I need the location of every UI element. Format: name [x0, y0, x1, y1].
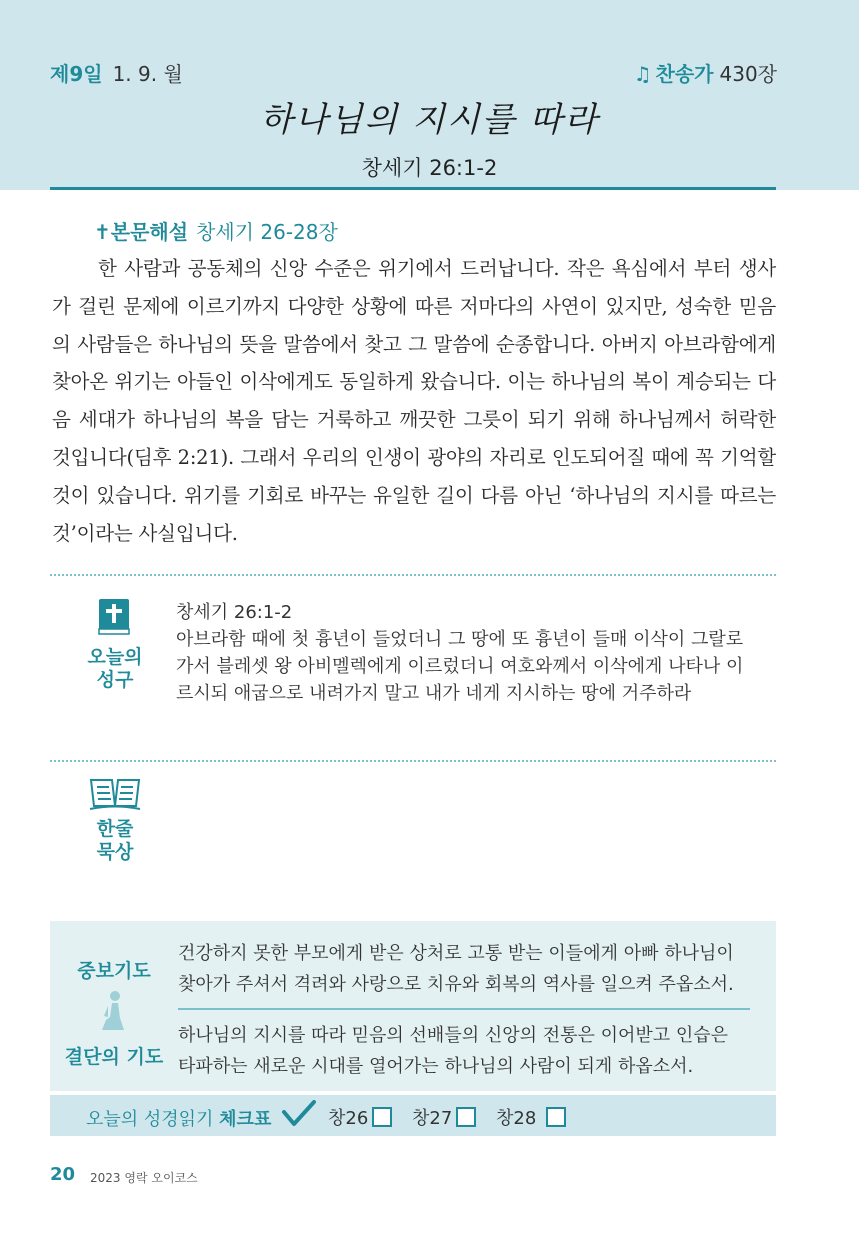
checklist-item-gen28[interactable] [496, 1104, 566, 1130]
day-label: 제9일 [50, 62, 103, 86]
publication-name: 2023 영락 오이코스 [90, 1171, 198, 1185]
hymn-info [634, 58, 777, 87]
date: 1. 9. 월 [112, 62, 183, 86]
page-title: 하나님의 지시를 따라 [259, 100, 600, 140]
prayer-divider [178, 1008, 750, 1010]
bible-icon [98, 598, 130, 640]
explanation-reference: 창세기 26-28장 [196, 220, 338, 244]
checklist-title-strong: 체크표 [219, 1109, 272, 1130]
page-number: 20 [50, 1164, 76, 1185]
checkbox[interactable] [372, 1107, 392, 1127]
checklist-item-gen27[interactable] [412, 1104, 476, 1130]
checkbox[interactable] [546, 1107, 566, 1127]
section-divider [50, 760, 776, 762]
checkbox[interactable] [456, 1107, 476, 1127]
hymn-number: 430장 [719, 62, 777, 86]
explanation-body: 한 사람과 공동체의 신앙 수준은 위기에서 드러납니다. 작은 욕심에서 부터 생사가 걸린 문제에 이르기까지 다양한 상황에 따른 저마다의 사연이 있지만, 성숙한 믿음의 사람들은 하나님의 뜻을 말씀에서 찾고 그 말씀에 순종합니다. 아버지 아브라함에게 찾아온 위기는 아들인 이삭에게도 동일하게 왔습니다. 이는 하나님의 복이 계승되는 다음 세대가 하나님의 복을 담는 거룩하고 깨끗한 그릇이 되기 위해 하나님께서 허락한 것입니다(딤후 2:21). 그래서 우리의 인생이 광야의 자리로 인도되어질 때에 꼭 기억할 것이 있습니다. 위기를 기회로 바꾸는 유일한 길이 다름 아닌 ‘하나님의 지시를 따르는 것’이라는 사실입니다. [52, 257, 777, 545]
hymn-label: 찬송가 [655, 62, 714, 86]
verse-reference: 창세기 26:1-2 [176, 602, 293, 623]
header-divider [50, 187, 776, 190]
verse-label [55, 646, 175, 692]
section-divider [50, 574, 776, 576]
intercession-label: 중보기도 [77, 960, 151, 982]
verse-label-line2: 성구 [96, 669, 134, 691]
open-book-icon [88, 776, 142, 816]
page-subtitle: 창세기 26:1-2 [361, 156, 498, 180]
checklist-item-label: 창27 [412, 1108, 453, 1129]
checkmark-icon [282, 1100, 316, 1133]
meditation-label-line1: 한줄 [96, 818, 134, 840]
checklist-item-gen26[interactable] [328, 1104, 392, 1130]
decision-label: 결단의 기도 [64, 1046, 164, 1068]
meditation-label-line2: 묵상 [96, 841, 134, 863]
reading-checklist [50, 1095, 776, 1136]
checklist-title [86, 1105, 271, 1131]
intercession-text: 건강하지 못한 부모에게 받은 상처로 고통 받는 이들에게 아빠 하나님이 찾아가 주셔서 격려와 사랑으로 치유와 회복의 역사를 일으켜 주옵소서. [178, 943, 734, 995]
music-note-icon: ♫ [633, 62, 652, 86]
cross-icon: ✝ [94, 220, 111, 244]
explanation-label: 본문해설 [110, 220, 189, 244]
meditation-label [55, 818, 175, 864]
verse-text: 아브라함 때에 첫 흉년이 들었더니 그 땅에 또 흉년이 들매 이삭이 그랄로 가서 블레셋 왕 아비멜렉에게 이르렀더니 여호와께서 이삭에게 나타나 이르시되 애굽으로 내려가지 말고 내가 네게 지시하는 땅에 거주하라 [176, 629, 744, 704]
decision-text: 하나님의 지시를 따라 믿음의 선배들의 신앙의 전통은 이어받고 인습은 타파하는 새로운 시대를 열어가는 하나님의 사람이 되게 하옵소서. [178, 1025, 729, 1077]
explanation-heading [94, 216, 338, 245]
checklist-item-label: 창28 [496, 1108, 537, 1129]
praying-person-icon [94, 990, 128, 1038]
verse-label-line1: 오늘의 [87, 646, 143, 668]
checklist-item-label: 창26 [328, 1108, 369, 1129]
day-info [50, 58, 183, 87]
checklist-title-prefix: 오늘의 성경읽기 [86, 1109, 214, 1130]
